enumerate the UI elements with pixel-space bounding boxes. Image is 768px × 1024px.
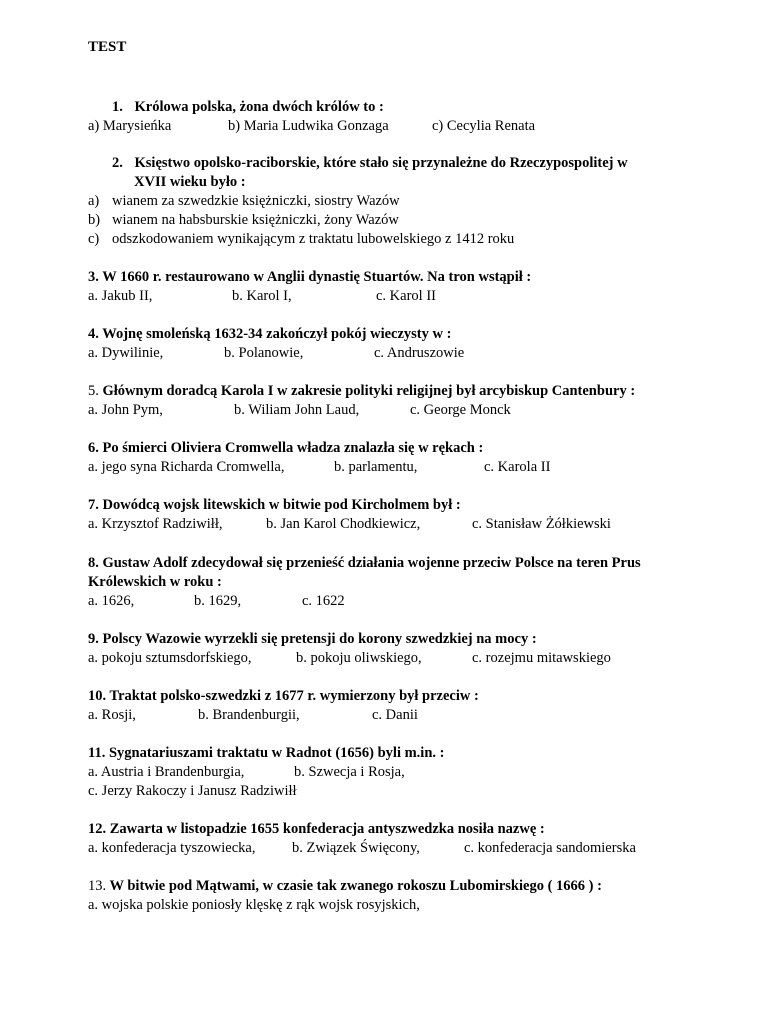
q2-option-c: odszkodowaniem wynikającym z traktatu lubowelskiego z 1412 roku [112,231,515,247]
q5-option-a: a. John Pym, [88,402,163,418]
q7-option-b: b. Jan Karol Chodkiewicz, [266,516,421,532]
q5-option-b: b. Wiliam John Laud, [234,402,360,418]
question-11: 11. Sygnatariuszami traktatu w Radnot (1656) byli m.in. : [88,745,445,761]
q8-option-b: b. 1629, [194,593,242,609]
question-13 [88,876,602,896]
question-number: 1. [112,99,123,115]
question-number: 5. [88,383,99,399]
q11-option-a: a. Austria i Brandenburgia, [88,764,245,780]
question-12: 12. Zawarta w listopadzie 1655 konfederacja antyszwedzka nosiła nazwę : [88,821,545,837]
q8-option-c: c. 1622 [302,593,345,609]
question-8: 8. Gustaw Adolf zdecydował się przenieść działania wojenne przeciw Polsce na teren Prus [88,555,641,571]
q7-option-c: c. Stanisław Żółkiewski [472,516,611,532]
q4-option-b: b. Polanowie, [224,345,304,361]
question-10: 10. Traktat polsko-szwedzki z 1677 r. wymierzony był przeciw : [88,688,479,704]
question-2 [112,153,628,173]
q4-option-c: c. Andruszowie [374,345,465,361]
q8-option-a: a. 1626, [88,593,135,609]
question-5 [88,381,635,401]
question-text: Królowa polska, żona dwóch królów to : [134,99,384,115]
question-6: 6. Po śmierci Oliviera Cromwella władza znalazła się w rękach : [88,440,484,456]
q4-option-a: a. Dywilinie, [88,345,164,361]
q5-option-c: c. George Monck [410,402,511,418]
question-text: W bitwie pod Mątwami, w czasie tak zwanego rokoszu Lubomirskiego ( 1666 ) : [106,878,602,894]
document-title: TEST [88,39,127,55]
q6-option-a: a. jego syna Richarda Cromwella, [88,459,285,475]
q2-option-c-marker: c) [88,231,100,247]
q3-option-a: a. Jakub II, [88,288,153,304]
question-number: 2. [112,155,123,171]
q1-option-a: a) Marysieńka [88,118,172,134]
q9-option-c: c. rozejmu mitawskiego [472,650,611,666]
q11-option-b: b. Szwecja i Rosja, [294,764,405,780]
q10-option-b: b. Brandenburgii, [198,707,300,723]
q11-option-c: c. Jerzy Rakoczy i Janusz Radziwiłł [88,783,297,799]
q12-option-a: a. konfederacja tyszowiecka, [88,840,256,856]
q10-option-a: a. Rosji, [88,707,136,723]
q2-option-a-marker: a) [88,193,100,209]
question-text: Głównym doradcą Karola I w zakresie polityki religijnej był arcybiskup Cantenbury : [98,383,636,399]
q9-option-b: b. pokoju oliwskiego, [296,650,422,666]
question-7: 7. Dowódcą wojsk litewskich w bitwie pod Kircholmem był : [88,497,461,513]
q9-option-a: a. pokoju sztumsdorfskiego, [88,650,252,666]
q13-option-a: a. wojska polskie poniosły klęskę z rąk wojsk rosyjskich, [88,897,420,913]
q10-option-c: c. Danii [372,707,418,723]
q12-option-b: b. Związek Święcony, [292,840,420,856]
q3-option-c: c. Karol II [376,288,436,304]
question-3: 3. W 1660 r. restaurowano w Anglii dynastię Stuartów. Na tron wstąpił : [88,269,532,285]
q6-option-c: c. Karola II [484,459,551,475]
q2-option-b: wianem na habsburskie księżniczki, żony Wazów [112,212,399,228]
question-1 [112,97,384,117]
question-text: Księstwo opolsko-raciborskie, które stało się przynależne do Rzeczypospolitej w [134,155,628,171]
q2-option-a: wianem za szwedzkie księżniczki, siostry Wazów [112,193,400,209]
question-9: 9. Polscy Wazowie wyrzekli się pretensji do korony szwedzkiej na mocy : [88,631,537,647]
question-number: 13. [88,878,107,894]
q1-option-b: b) Maria Ludwika Gonzaga [228,118,389,134]
q12-option-c: c. konfederacja sandomierska [464,840,636,856]
q3-option-b: b. Karol I, [232,288,292,304]
q6-option-b: b. parlamentu, [334,459,418,475]
question-4: 4. Wojnę smoleńską 1632-34 zakończył pokój wieczysty w : [88,326,452,342]
q1-option-c: c) Cecylia Renata [432,118,536,134]
q2-option-b-marker: b) [88,212,101,228]
question-8-continued: Królewskich w roku : [88,574,222,590]
q7-option-a: a. Krzysztof Radziwiłł, [88,516,223,532]
question-2-continued: XVII wieku było : [134,174,246,190]
